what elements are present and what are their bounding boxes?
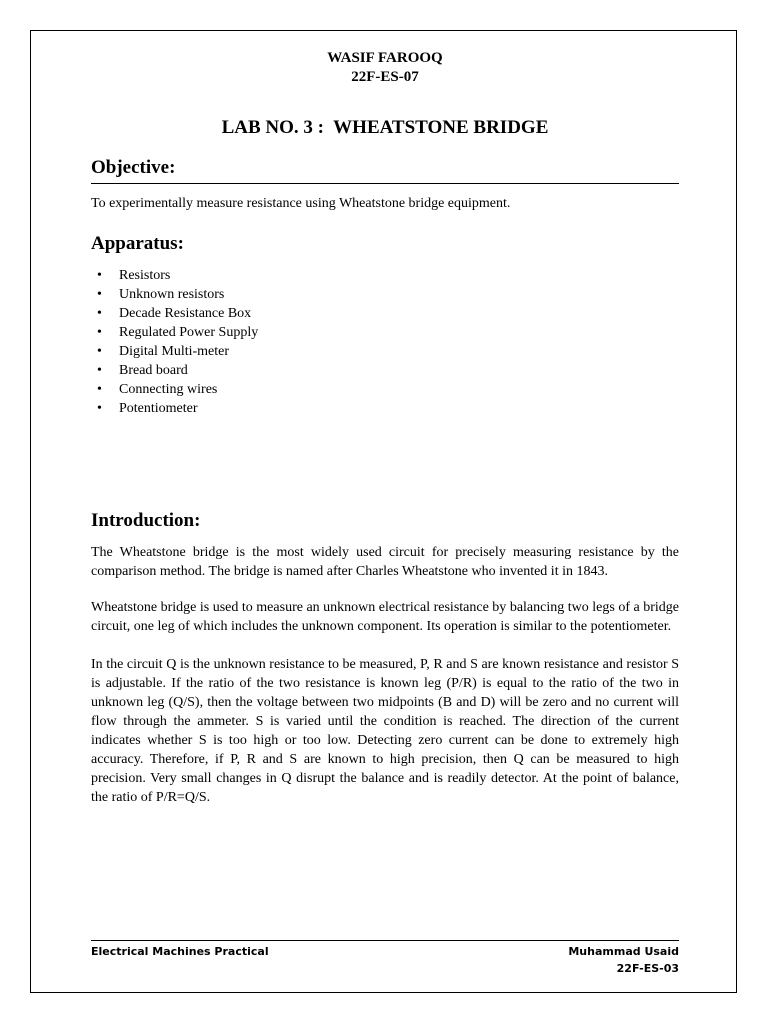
bullet-icon: • (97, 363, 102, 378)
bullet-icon: • (97, 344, 102, 359)
list-item: • Bread board (97, 363, 188, 378)
introduction-paragraph-2: Wheatstone bridge is used to measure an unknown electrical resistance by balancing two legs of a bridge circuit, one leg of which includes the unknown component. Its operation is similar to the potentiometer. (91, 600, 679, 634)
bullet-icon: • (97, 382, 102, 397)
list-item: • Unknown resistors (97, 287, 225, 302)
list-item: • Decade Resistance Box (97, 306, 252, 321)
student-header (91, 49, 679, 87)
introduction-paragraph-1: The Wheatstone bridge is the most widely used circuit for precisely measuring resistance by the comparison method. The bridge is named after Charles Wheatstone who invented it in 1843. (91, 545, 679, 579)
introduction-heading: Introduction: (91, 510, 201, 531)
objective-heading: Objective: (91, 156, 679, 184)
student-name: WASIF FAROOQ (327, 50, 443, 66)
student-roll-no: 22F-ES-07 (351, 69, 419, 85)
bullet-icon: • (97, 325, 102, 340)
introduction-paragraph-3: In the circuit Q is the unknown resistance to be measured, P, R and S are known resistance and resistor S is adjustable. If the ratio of the two resistance is known leg (P/R) is equal to the ratio of the two in unknown leg (Q/S), then the voltage between two midpoints (B and D) will be zero and no current will flow through the ammeter. S is varied until the condition is reached. The direction of the current indicates whether S is too high or too low. Detecting zero current can be done to extremely high accuracy. Therefore, if P, R and S are known to high precision, then Q can be measured to high precision. Very small changes in Q disrupt the balance and is readily detector. At the point of balance, the ratio of P/R=Q/S. (91, 657, 679, 805)
list-item: • Digital Multi-meter (97, 344, 230, 359)
bullet-icon: • (97, 401, 102, 416)
list-item: • Resistors (97, 268, 171, 283)
list-item: • Potentiometer (97, 401, 198, 416)
objective-text: To experimentally measure resistance using Wheatstone bridge equipment. (91, 196, 511, 211)
footer-course-name: Electrical Machines Practical (91, 945, 269, 958)
bullet-icon: • (97, 287, 102, 302)
list-item: • Connecting wires (97, 382, 218, 397)
footer-author-block (479, 943, 679, 977)
footer-rule (91, 940, 679, 941)
lab-title: LAB NO. 3 : WHEATSTONE BRIDGE (221, 117, 549, 138)
apparatus-heading: Apparatus: (91, 233, 184, 254)
footer-author-roll-no: 22F-ES-03 (616, 962, 679, 975)
bullet-icon: • (97, 268, 102, 283)
list-item: • Regulated Power Supply (97, 325, 259, 340)
apparatus-list (91, 266, 679, 418)
footer-author-name: Muhammad Usaid (568, 945, 679, 958)
bullet-icon: • (97, 306, 102, 321)
